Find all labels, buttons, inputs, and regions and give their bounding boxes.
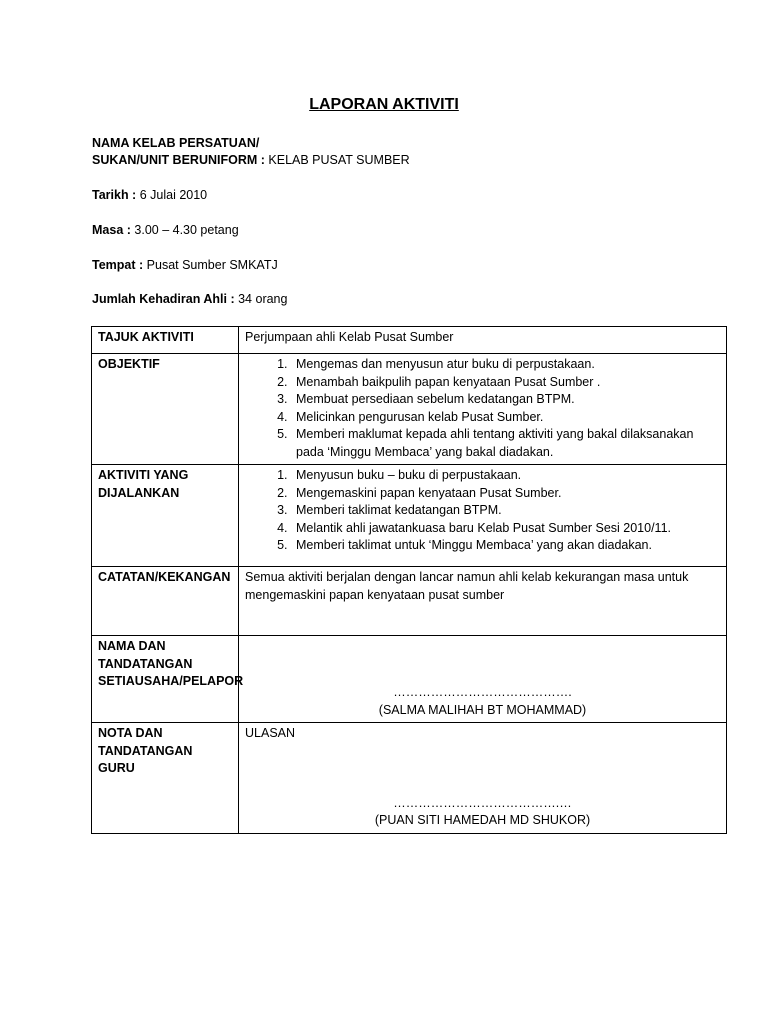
time-label: Masa :	[92, 223, 131, 237]
row-catatan	[92, 567, 727, 636]
list-item: 5. Memberi maklumat kepada ahli tentang aktiviti yang bakal dilaksanakan pada ‘Minggu Membaca’ yang bakal diadakan.	[291, 426, 720, 461]
attendance-label: Jumlah Kehadiran Ahli :	[92, 292, 235, 306]
list-item: 4. Melicinkan pengurusan kelab Pusat Sumber.	[291, 409, 720, 427]
list-item: 3. Membuat persediaan sebelum kedatangan BTPM.	[291, 391, 720, 409]
attendance-line	[92, 292, 287, 306]
nota-label: NOTA DAN TANDATANGAN GURU	[92, 723, 239, 834]
list-item: 2. Menambah baikpulih papan kenyataan Pusat Sumber .	[291, 374, 720, 392]
attendance-value: 34 orang	[238, 292, 288, 306]
place-value: Pusat Sumber SMKATJ	[146, 258, 278, 272]
row-objektif	[92, 354, 727, 465]
row-nama	[92, 636, 727, 723]
objektif-cell	[239, 354, 727, 465]
club-value: KELAB PUSAT SUMBER	[268, 153, 410, 167]
list-item: 1. Menyusun buku – buku di perpustakaan.	[291, 467, 720, 485]
secretary-name: (SALMA MALIHAH BT MOHAMMAD)	[378, 702, 587, 717]
aktiviti-list	[245, 467, 720, 555]
list-item: 3. Memberi taklimat kedatangan BTPM.	[291, 502, 720, 520]
place-label: Tempat :	[92, 258, 144, 272]
row-aktiviti	[92, 465, 727, 567]
aktiviti-label: AKTIVITI YANG DIJALANKAN	[92, 465, 239, 567]
document-title: LAPORAN AKTIVITI	[309, 96, 459, 113]
signature-line: ………………………………….…	[393, 795, 572, 810]
club-label-line2: SUKAN/UNIT BERUNIFORM :	[92, 153, 265, 167]
list-item: 4. Melantik ahli jawatankuasa baru Kelab Pusat Sumber Sesi 2010/11.	[291, 520, 720, 538]
list-item: 1. Mengemas dan menyusun atur buku di perpustakaan.	[291, 356, 720, 374]
objektif-list	[245, 356, 720, 461]
signature-line: …………………………………….	[393, 685, 572, 699]
nama-signature-cell	[239, 636, 727, 723]
club-label-line1: NAMA KELAB PERSATUAN/	[92, 136, 260, 150]
list-item: 2. Mengemaskini papan kenyataan Pusat Sumber.	[291, 485, 720, 503]
nama-label: NAMA DAN TANDATANGAN SETIAUSAHA/PELAPOR	[92, 636, 239, 723]
aktiviti-cell	[239, 465, 727, 567]
place-line	[92, 258, 278, 272]
tajuk-label: TAJUK AKTIVITI	[92, 327, 239, 354]
row-nota	[92, 723, 727, 834]
row-tajuk	[92, 327, 727, 354]
report-table	[91, 326, 727, 834]
catatan-label: CATATAN/KEKANGAN	[92, 567, 239, 636]
time-line	[92, 223, 239, 237]
ulasan-label: ULASAN	[245, 726, 296, 740]
list-item: 5. Memberi taklimat untuk ‘Minggu Membaca’ yang akan diadakan.	[291, 537, 720, 555]
date-label: Tarikh :	[92, 188, 137, 202]
objektif-label: OBJEKTIF	[92, 354, 239, 465]
catatan-value: Semua aktiviti berjalan dengan lancar namun ahli kelab kekurangan masa untuk mengemaskini papan kenyataan pusat sumber	[239, 567, 727, 636]
date-line	[92, 188, 207, 202]
time-value: 3.00 – 4.30 petang	[134, 223, 239, 237]
tajuk-value: Perjumpaan ahli Kelab Pusat Sumber	[239, 327, 727, 354]
date-value: 6 Julai 2010	[139, 188, 208, 202]
club-line	[92, 153, 410, 167]
teacher-name: (PUAN SITI HAMEDAH MD SHUKOR)	[374, 813, 591, 827]
nota-cell	[239, 723, 727, 834]
